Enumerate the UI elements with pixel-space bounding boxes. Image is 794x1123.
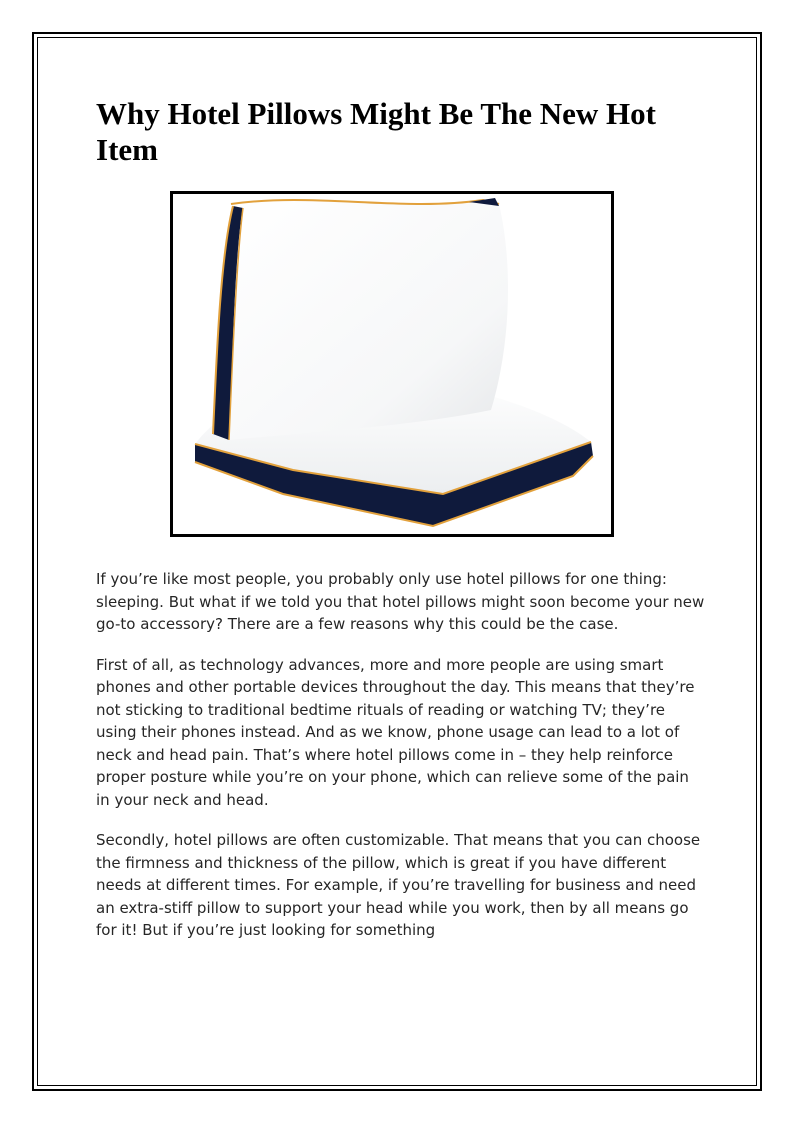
pillow-illustration-icon bbox=[173, 194, 611, 534]
top-pillow bbox=[213, 198, 508, 440]
article-title: Why Hotel Pillows Might Be The New Hot Item bbox=[96, 96, 656, 167]
paragraph-2: First of all, as technology advances, more and more people are using smart phones and other portable devices throughout the day. This means that they’re not sticking to traditional bedtime rituals of reading or watching TV; they’re using their phones instead. And as we know, phone usage can lead to a lot of neck and head pain. That’s where hotel pillows come in – they help reinforce proper posture while you’re on your phone, which can relieve some of the pain in your neck and head. bbox=[96, 655, 695, 809]
pillow-image bbox=[170, 191, 614, 537]
paragraph-3: Secondly, hotel pillows are often customizable. That means that you can choose the firmness and thickness of the pillow, which is great if you have different needs at different times. For example, if you’re travelling for business and need an extra-stiff pillow to support your head while you work, then by all means go for it! But if you’re just looking for something bbox=[96, 831, 701, 939]
paragraph-1: If you’re like most people, you probably only use hotel pillows for one thing: sleeping. But what if we told you that hotel pillows might soon become your new go-to accessory? There are a few reasons why this could be the case. bbox=[96, 570, 705, 633]
article-body bbox=[96, 568, 706, 960]
